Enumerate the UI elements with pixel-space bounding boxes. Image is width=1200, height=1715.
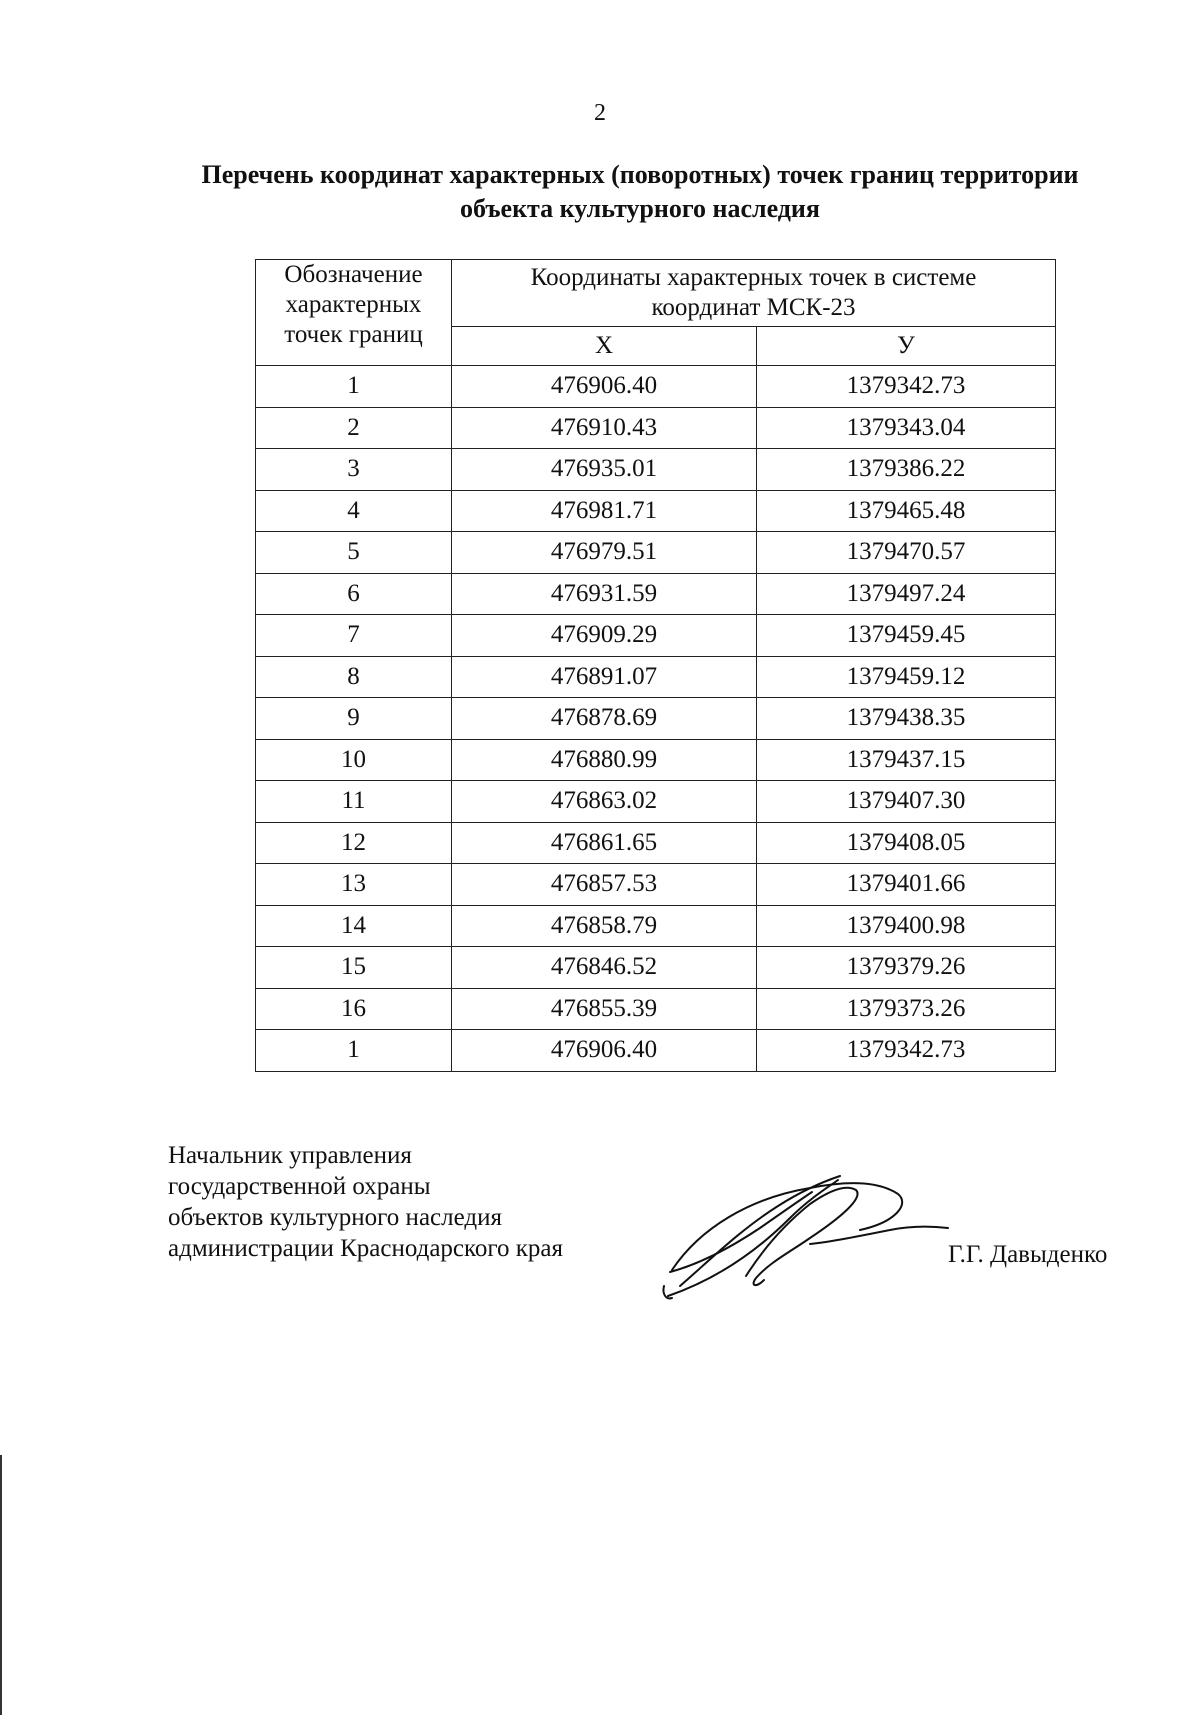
- signature-block: [168, 1140, 563, 1264]
- header-group-line: Координаты характерных точек в системе: [530, 264, 977, 291]
- cell-point: 9: [256, 698, 452, 740]
- cell-y: 1379470.57: [757, 532, 1056, 574]
- cell-y: 1379408.05: [757, 822, 1056, 864]
- table-row: [256, 1030, 1056, 1072]
- handwritten-signature: [660, 1168, 950, 1308]
- cell-point: 4: [256, 490, 452, 532]
- table-row: [256, 532, 1056, 574]
- cell-point: 2: [256, 407, 452, 449]
- cell-point: 6: [256, 573, 452, 615]
- cell-y: 1379465.48: [757, 490, 1056, 532]
- cell-x: 476857.53: [452, 864, 757, 906]
- cell-y: 1379400.98: [757, 905, 1056, 947]
- table-row: [256, 739, 1056, 781]
- cell-point: 12: [256, 822, 452, 864]
- table-row: [256, 490, 1056, 532]
- cell-point: 15: [256, 947, 452, 989]
- cell-y: 1379379.26: [757, 947, 1056, 989]
- cell-point: 1: [256, 366, 452, 408]
- cell-y: 1379342.73: [757, 1030, 1056, 1072]
- cell-y: 1379373.26: [757, 988, 1056, 1030]
- table-row: [256, 366, 1056, 408]
- header-point-label: [256, 260, 452, 366]
- cell-x: 476878.69: [452, 698, 757, 740]
- cell-x: 476906.40: [452, 1030, 757, 1072]
- cell-x: 476858.79: [452, 905, 757, 947]
- cell-y: 1379438.35: [757, 698, 1056, 740]
- cell-point: 16: [256, 988, 452, 1030]
- cell-point: 3: [256, 449, 452, 491]
- cell-point: 7: [256, 615, 452, 657]
- table-row: [256, 407, 1056, 449]
- cell-x: 476981.71: [452, 490, 757, 532]
- header-x: X: [452, 327, 757, 366]
- header-point-label-line: Обозначение: [284, 261, 423, 288]
- table-row: [256, 656, 1056, 698]
- cell-y: 1379459.12: [757, 656, 1056, 698]
- cell-x: 476906.40: [452, 366, 757, 408]
- table-row: [256, 449, 1056, 491]
- header-y: У: [757, 327, 1056, 366]
- cell-x: 476979.51: [452, 532, 757, 574]
- document-title: [140, 158, 1140, 226]
- header-coordinates-group: [452, 260, 1056, 327]
- position-line-2: государственной охраны: [168, 1173, 431, 1200]
- cell-y: 1379342.73: [757, 366, 1056, 408]
- position-line-4: администрации Краснодарского края: [168, 1235, 564, 1262]
- table-row: [256, 698, 1056, 740]
- signatory-name: Г.Г. Давыденко: [948, 1241, 1108, 1268]
- cell-y: 1379407.30: [757, 781, 1056, 823]
- cell-y: 1379401.66: [757, 864, 1056, 906]
- cell-x: 476910.43: [452, 407, 757, 449]
- cell-y: 1379459.45: [757, 615, 1056, 657]
- cell-y: 1379437.15: [757, 739, 1056, 781]
- cell-y: 1379497.24: [757, 573, 1056, 615]
- header-point-label-line: точек границ: [284, 321, 423, 348]
- cell-y: 1379343.04: [757, 407, 1056, 449]
- position-line-3: объектов культурного наследия: [168, 1204, 502, 1231]
- table-row: [256, 573, 1056, 615]
- position-line-1: Начальник управления: [168, 1142, 412, 1169]
- table-row: [256, 988, 1056, 1030]
- header-point-label-line: характерных: [285, 291, 422, 318]
- cell-x: 476861.65: [452, 822, 757, 864]
- table-row: [256, 864, 1056, 906]
- cell-point: 5: [256, 532, 452, 574]
- cell-x: 476909.29: [452, 615, 757, 657]
- scan-edge-line: [0, 1455, 2, 1715]
- coordinates-table: [255, 259, 1056, 1072]
- cell-x: 476863.02: [452, 781, 757, 823]
- cell-x: 476931.59: [452, 573, 757, 615]
- table-row: [256, 822, 1056, 864]
- cell-point: 1: [256, 1030, 452, 1072]
- cell-y: 1379386.22: [757, 449, 1056, 491]
- coordinates-table-body: [256, 366, 1056, 1072]
- table-row: [256, 947, 1056, 989]
- cell-point: 11: [256, 781, 452, 823]
- cell-point: 10: [256, 739, 452, 781]
- cell-x: 476891.07: [452, 656, 757, 698]
- cell-x: 476935.01: [452, 449, 757, 491]
- page-number: 2: [594, 100, 606, 126]
- cell-x: 476846.52: [452, 947, 757, 989]
- title-line-2: объекта культурного наследия: [460, 194, 820, 223]
- table-row: [256, 615, 1056, 657]
- cell-point: 8: [256, 656, 452, 698]
- cell-x: 476880.99: [452, 739, 757, 781]
- cell-x: 476855.39: [452, 988, 757, 1030]
- cell-point: 14: [256, 905, 452, 947]
- header-group-line: координат МСК-23: [651, 294, 856, 321]
- title-line-1: Перечень координат характерных (поворотных) точек границ территории: [201, 160, 1079, 189]
- table-row: [256, 781, 1056, 823]
- table-row: [256, 905, 1056, 947]
- cell-point: 13: [256, 864, 452, 906]
